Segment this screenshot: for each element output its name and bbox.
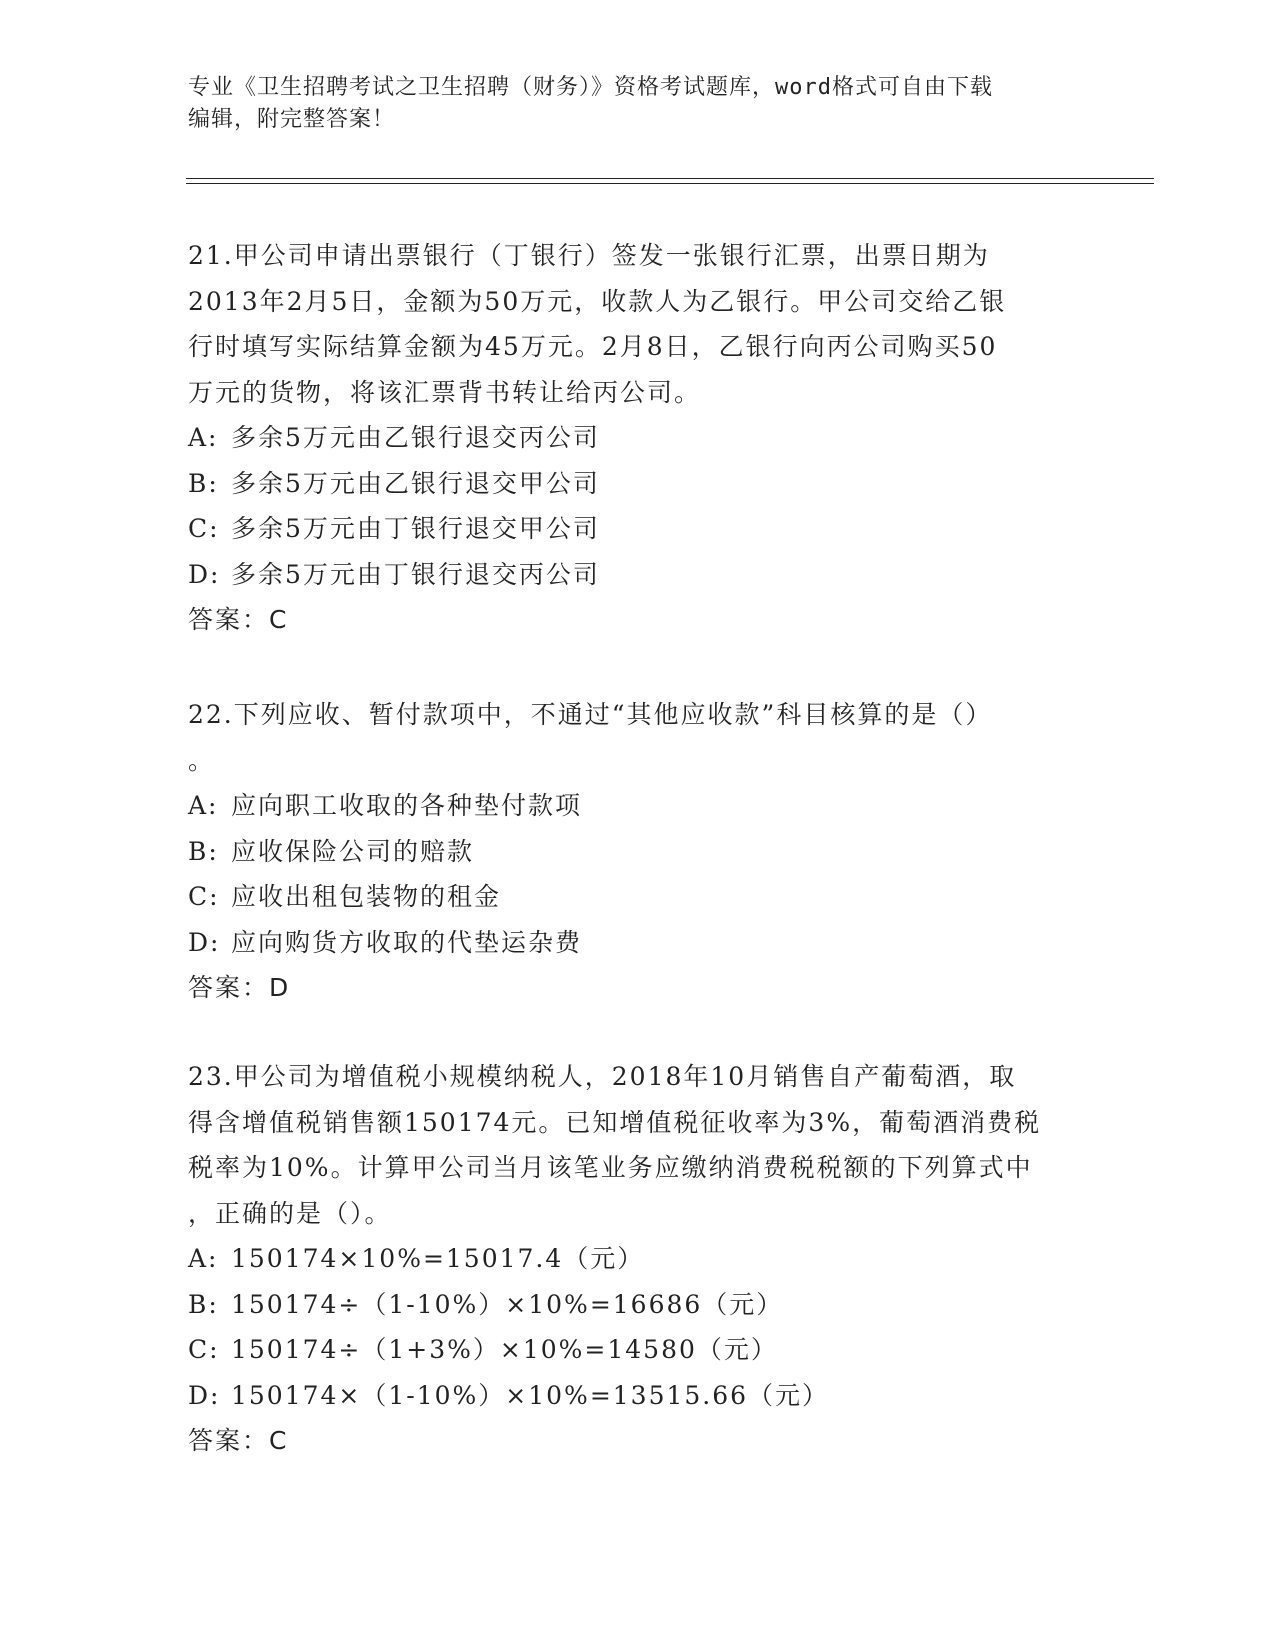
stem-line: 。 — [188, 745, 216, 775]
header-line-2: 编辑，附完整答案！ — [188, 107, 396, 132]
header-divider-bottom — [186, 183, 1154, 184]
option-b — [188, 829, 1088, 875]
option-key: A: — [188, 791, 219, 820]
question-stem — [188, 1054, 1088, 1236]
option-a — [188, 1236, 1088, 1282]
stem-line: 行时填写实际结算金额为45万元。2月8日，乙银行向丙公司购买50 — [188, 332, 998, 361]
answer-line: 答案：C — [188, 605, 289, 634]
option-key: B: — [188, 836, 219, 866]
stem-line: 21.甲公司申请出票银行（丁银行）签发一张银行汇票，出票日期为 — [188, 241, 990, 270]
option-key: B: — [188, 1289, 219, 1319]
question-21 — [188, 233, 1088, 643]
option-text: 150174÷（1-10%）×10%=16686（元） — [231, 1289, 784, 1319]
option-key: B: — [188, 468, 219, 498]
option-a — [188, 783, 1088, 829]
option-text: 150174÷（1+3%）×10%=14580（元） — [231, 1335, 778, 1364]
question-22 — [188, 692, 1088, 1011]
document-header — [188, 72, 1088, 136]
option-text: 多余5万元由乙银行退交丙公司 — [231, 423, 600, 452]
option-text: 多余5万元由丁银行退交甲公司 — [231, 514, 600, 543]
option-key: D: — [188, 559, 221, 589]
stem-line: 税率为10%。计算甲公司当月该笔业务应缴纳消费税税额的下列算式中 — [188, 1153, 1033, 1182]
option-text: 150174×（1-10%）×10%=13515.66（元） — [231, 1380, 830, 1410]
header-divider-top — [186, 178, 1154, 179]
stem-line: 2013年2月5日，金额为50万元，收款人为乙银行。甲公司交给乙银 — [188, 286, 1007, 316]
option-text: 应向购货方收取的代垫运杂费 — [231, 927, 583, 957]
option-text: 应收保险公司的赔款 — [231, 836, 475, 866]
option-key: D: — [188, 1380, 221, 1410]
option-b — [188, 1282, 1088, 1328]
answer-line: 答案：D — [188, 973, 291, 1002]
option-key: C: — [188, 1335, 220, 1364]
option-text: 应收出租包装物的租金 — [231, 882, 502, 911]
answer-line: 答案：C — [188, 1426, 289, 1455]
stem-line: 得含增值税销售额150174元。已知增值税征收率为3%，葡萄酒消费税 — [188, 1107, 1042, 1137]
option-text: 多余5万元由乙银行退交甲公司 — [231, 468, 600, 498]
question-stem — [188, 692, 1088, 783]
stem-line: 万元的货物，将该汇票背书转让给丙公司。 — [188, 377, 702, 407]
option-b — [188, 461, 1088, 507]
option-text: 应向职工收取的各种垫付款项 — [231, 791, 583, 820]
stem-line: 22.下列应收、暂付款项中，不通过“其他应收款”科目核算的是（） — [188, 700, 993, 729]
option-text: 150174×10%=15017.4（元） — [231, 1244, 645, 1273]
question-23 — [188, 1054, 1088, 1464]
header-line-1: 专业《卫生招聘考试之卫生招聘（财务）》资格考试题库，word格式可自由下载 — [188, 75, 993, 100]
option-d — [188, 552, 1088, 598]
option-c — [188, 506, 1088, 552]
stem-line: ，正确的是（）。 — [188, 1198, 392, 1228]
stem-line: 23.甲公司为增值税小规模纳税人，2018年10月销售自产葡萄酒，取 — [188, 1062, 1017, 1091]
option-key: A: — [188, 1244, 219, 1273]
option-c — [188, 1327, 1088, 1373]
option-d — [188, 1373, 1088, 1419]
option-key: C: — [188, 882, 220, 911]
option-c — [188, 874, 1088, 920]
option-text: 多余5万元由丁银行退交丙公司 — [231, 559, 600, 589]
option-key: A: — [188, 423, 219, 452]
option-key: D: — [188, 927, 221, 957]
option-d — [188, 920, 1088, 966]
option-key: C: — [188, 514, 220, 543]
question-stem — [188, 233, 1088, 415]
option-a — [188, 415, 1088, 461]
